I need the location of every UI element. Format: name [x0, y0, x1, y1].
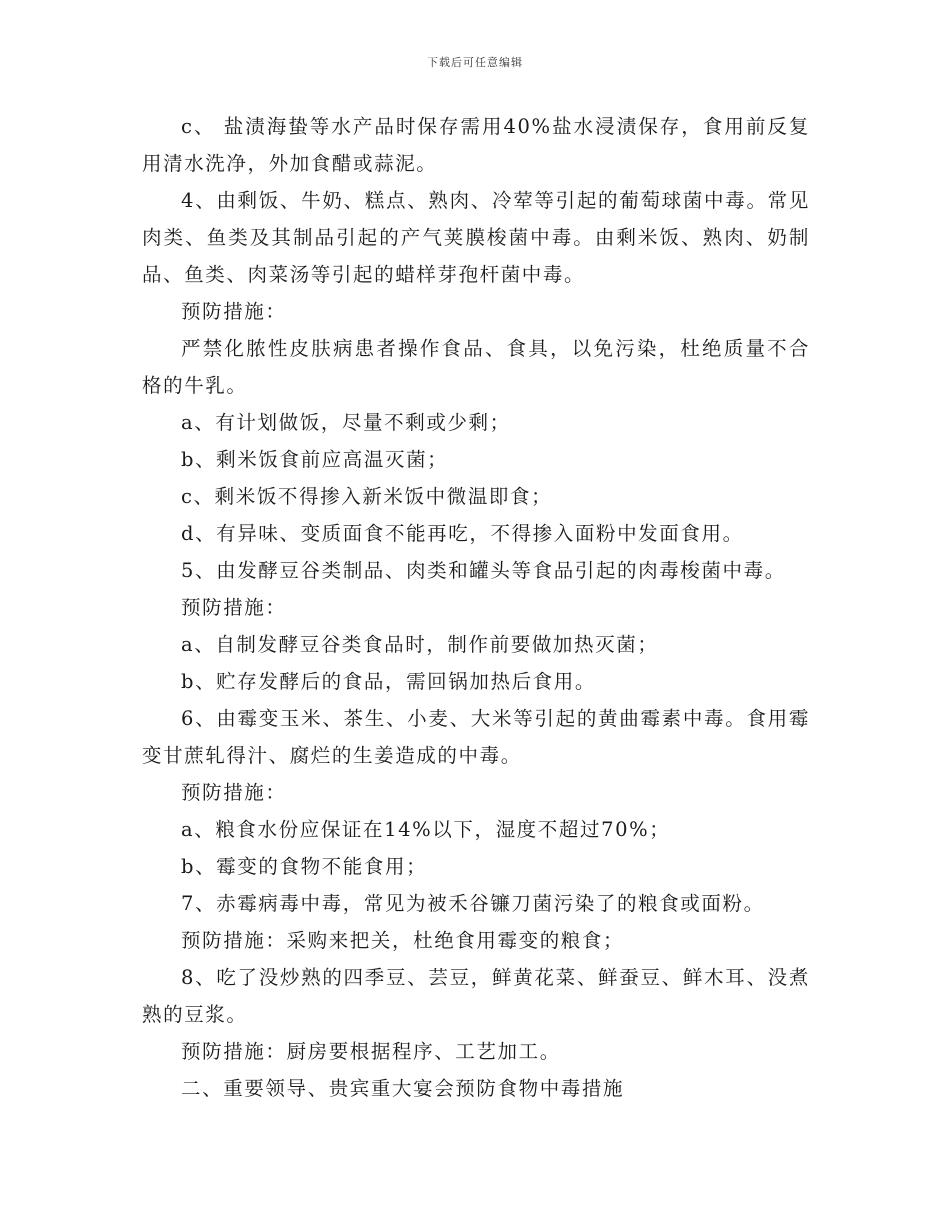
paragraph-prevention-text: 预防措施：厨房要根据程序、工艺加工。 — [181, 1040, 561, 1063]
paragraph-item-8: 8、吃了没炒熟的四季豆、芸豆，鲜黄花菜、鲜蚕豆、鲜木耳、没煮熟的豆浆。 — [142, 966, 810, 1026]
paragraph-prevention-heading: 预防措施： — [181, 300, 287, 323]
paragraph-list-c: c、剩米饭不得掺入新米饭中微温即食； — [181, 485, 553, 508]
paragraph-list-b: b、贮存发酵后的食品，需回锅加热后食用。 — [181, 670, 596, 693]
page-header: 下载后可任意编辑 — [427, 56, 523, 69]
paragraph-list-a: a、有计划做饭，尽量不剩或少剩； — [181, 411, 511, 434]
paragraph-item-6: 6、由霉变玉米、茶生、小麦、大米等引起的黄曲霉素中毒。食用霉变甘蔗轧得汁、腐烂的生姜造成的中毒。 — [142, 707, 810, 767]
paragraph-salted-jellyfish: c、 盐渍海蛰等水产品时保存需用40%盐水浸渍保存，食用前反复用清水洗净，外加食醋或蒜泥。 — [142, 115, 810, 175]
paragraph-list-a: a、自制发酵豆谷类食品时，制作前要做加热灭菌； — [181, 633, 659, 656]
paragraph-list-d: d、有异味、变质面食不能再吃，不得掺入面粉中发面食用。 — [181, 522, 744, 545]
paragraph-prevention-text: 预防措施：采购来把关，杜绝食用霉变的粮食； — [181, 929, 625, 952]
paragraph-item-4: 4、由剩饭、牛奶、糕点、熟肉、冷荤等引起的葡萄球菌中毒。常见肉类、鱼类及其制品引起的产气荚膜梭菌中毒。由剩米饭、熟肉、奶制品、鱼类、肉菜汤等引起的蜡样芽孢杆菌中毒。 — [142, 189, 810, 286]
document-body — [142, 108, 810, 1107]
paragraph-list-a: a、粮食水份应保证在14%以下，湿度不超过70%； — [181, 818, 671, 841]
paragraph-item-5: 5、由发酵豆谷类制品、肉类和罐头等食品引起的肉毒梭菌中毒。 — [181, 559, 786, 582]
paragraph-prevention-heading: 预防措施： — [181, 596, 287, 619]
paragraph-list-b: b、霉变的食物不能食用； — [181, 855, 428, 878]
paragraph-prevention-text: 严禁化脓性皮肤病患者操作食品、食具，以免污染，杜绝质量不合格的牛乳。 — [142, 337, 810, 397]
section-heading: 二、重要领导、贵宾重大宴会预防食物中毒措施 — [181, 1077, 625, 1100]
paragraph-item-7: 7、赤霉病毒中毒，常见为被禾谷镰刀菌污染了的粮食或面粉。 — [181, 892, 765, 915]
paragraph-list-b: b、剩米饭食前应高温灭菌； — [181, 448, 449, 471]
paragraph-prevention-heading: 预防措施： — [181, 781, 287, 804]
